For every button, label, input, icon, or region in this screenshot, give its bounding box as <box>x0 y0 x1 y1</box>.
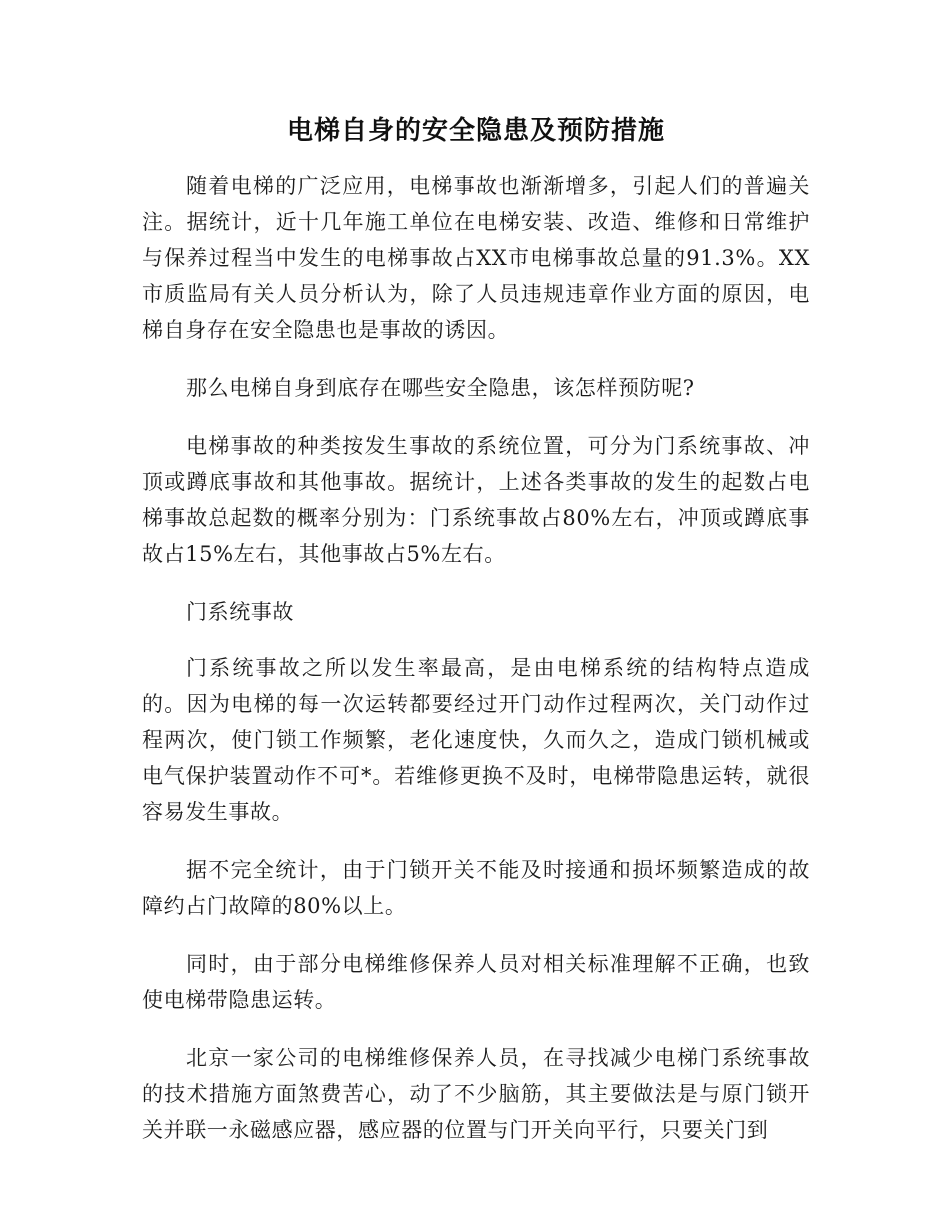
paragraph-question: 那么电梯自身到底存在哪些安全隐患，该怎样预防呢? <box>186 376 695 400</box>
paragraph-maintenance-misunderstanding: 同时，由于部分电梯维修保养人员对相关标准理解不正确，也致使电梯带隐患运转。 <box>142 952 810 1012</box>
document-title: 电梯自身的安全隐患及预防措施 <box>286 116 665 146</box>
paragraph-door-lock-statistics: 据不完全统计，由于门锁开关不能及时接通和损坏频繁造成的故障约占门故障的80%以上。 <box>142 858 810 918</box>
paragraph-accident-types: 电梯事故的种类按发生事故的系统位置，可分为门系统事故、冲顶或蹲底事故和其他事故。据统计，上述各类事故的发生的起数占电梯事故总起数的概率分别为：门系统事故占80%左右，冲顶或蹲底事故占15%左右，其他事故占5%左右。 <box>142 434 810 566</box>
section-heading-door-system: 门系统事故 <box>186 600 294 624</box>
paragraph-beijing-company: 北京一家公司的电梯维修保养人员，在寻找减少电梯门系统事故的技术措施方面煞费苦心，动了不少脑筋，其主要做法是与原门锁开关并联一永磁感应器，感应器的位置与门开关向平行，只要关门到 <box>142 1046 810 1142</box>
paragraph-door-system-cause: 门系统事故之所以发生率最高，是由电梯系统的结构特点造成的。因为电梯的每一次运转都要经过开门动作过程两次，关门动作过程两次，使门锁工作频繁，老化速度快，久而久之，造成门锁机械或电气保护装置动作不可*。若维修更换不及时，电梯带隐患运转，就很容易发生事故。 <box>142 656 810 824</box>
document-page <box>142 108 810 1170</box>
paragraph-intro: 随着电梯的广泛应用，电梯事故也渐渐增多，引起人们的普遍关注。据统计，近十几年施工单位在电梯安装、改造、维修和日常维护与保养过程当中发生的电梯事故占XX市电梯事故总量的91.3%。XX市质监局有关人员分析认为，除了人员违规违章作业方面的原因，电梯自身存在安全隐患也是事故的诱因。 <box>142 174 810 342</box>
